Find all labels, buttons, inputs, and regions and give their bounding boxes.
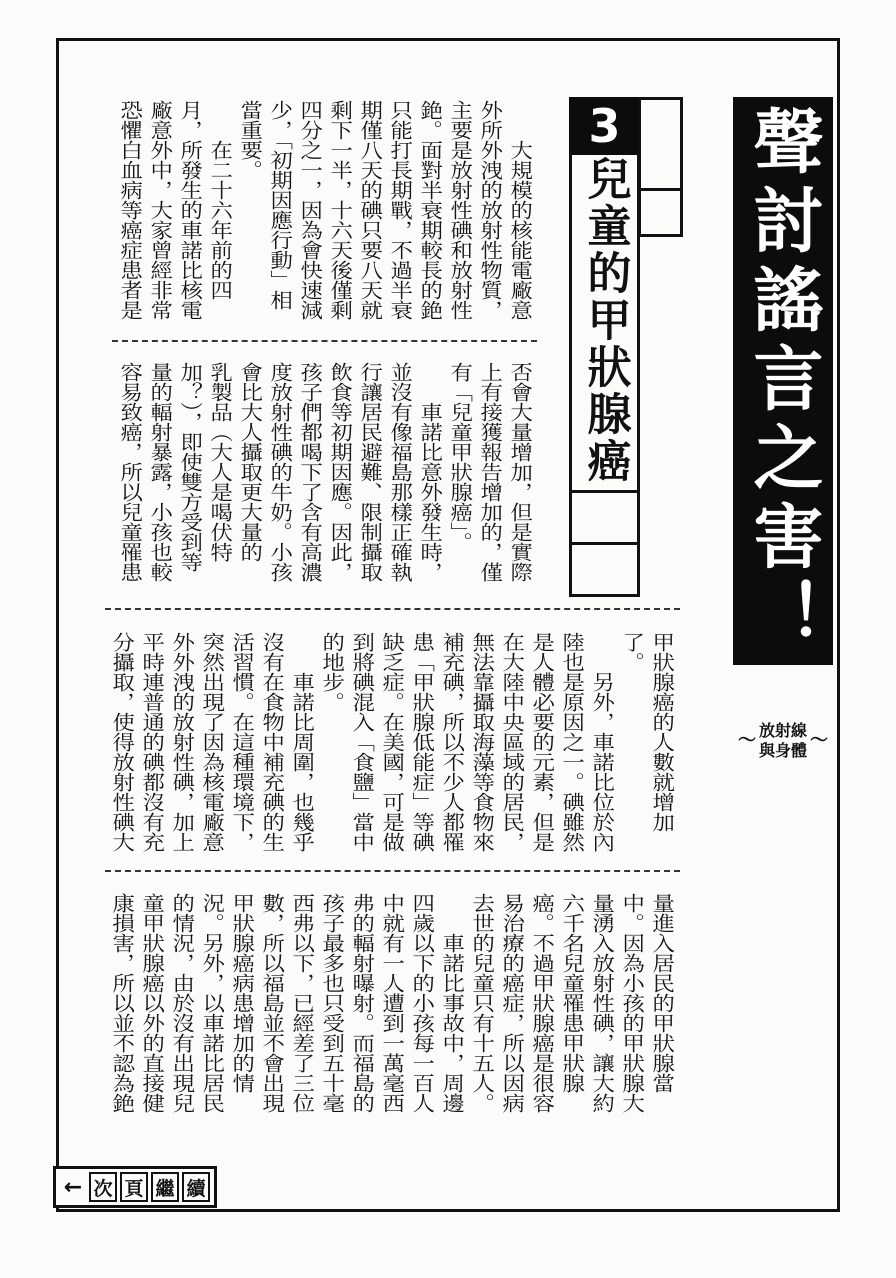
text-column: 當重要。 xyxy=(236,100,264,180)
text-block-1 xyxy=(115,100,535,332)
text-column: 有「兒童甲狀腺癌」。 xyxy=(446,362,474,552)
text-column: 銫。面對半衰期較長的銫 xyxy=(416,100,444,320)
text-column: 的地步。 xyxy=(318,632,346,712)
text-column: 中就有一人遭到一萬毫西 xyxy=(378,893,406,1113)
text-column: 主要是放射性碘和放射性 xyxy=(446,100,474,320)
text-column: 孩子們都喝下了含有高濃 xyxy=(296,362,324,582)
text-column: 剩下一半，十六天後僅剩 xyxy=(326,100,354,320)
subtitle-line-1: 放射線 xyxy=(758,721,807,740)
text-column: 中。因為小孩的甲狀腺大 xyxy=(618,893,646,1113)
heading-box-decor xyxy=(638,97,683,191)
text-column: 外外洩的放射性碘，加上 xyxy=(168,632,196,852)
text-column: 車諾比周圍，也幾乎 xyxy=(288,672,316,852)
text-column: 會比大人攝取更大量的 xyxy=(236,362,264,562)
text-column: 飲食等初期因應。因此， xyxy=(326,362,354,582)
section-number: 3 xyxy=(569,97,640,155)
text-column: 易治療的癌症，所以因病 xyxy=(498,893,526,1113)
main-title-box xyxy=(733,97,833,665)
text-block-3 xyxy=(107,632,677,864)
text-column: 乳製品（大人是喝伏特 xyxy=(206,362,234,562)
text-column: 外所外洩的放射性物質， xyxy=(476,100,504,320)
text-column: 況。另外，以車諾比居民 xyxy=(198,893,226,1113)
text-column: 數，所以福島並不會出現 xyxy=(258,893,286,1113)
text-column: 補充碘，所以不少人都罹 xyxy=(438,632,466,852)
text-column: 四歲以下的小孩每一百人 xyxy=(408,893,436,1113)
text-column: 大規模的核能電廠意 xyxy=(506,140,534,320)
text-column: 度放射性碘的牛奶。小孩 xyxy=(266,362,294,582)
left-arrow-icon: ← xyxy=(63,1174,83,1200)
text-column: 甲狀腺癌病患增加的情 xyxy=(228,893,256,1093)
text-column: 孩子最多也只受到五十毫 xyxy=(318,893,346,1113)
text-column: 突然出現了因為核電廠意 xyxy=(198,632,226,852)
text-block-2 xyxy=(115,362,535,594)
dashed-divider xyxy=(105,870,680,872)
text-column: 四分之一，因為會快速減 xyxy=(296,100,324,320)
text-column: 甲狀腺癌的人數就增加 xyxy=(648,632,676,832)
text-column: 六千名兒童罹患甲狀腺 xyxy=(558,893,586,1093)
text-column: 並沒有像福島那樣正確執 xyxy=(386,362,414,582)
dashed-divider xyxy=(105,608,680,610)
heading-box-decor xyxy=(569,542,640,597)
text-column: 陸也是原因之一。碘雖然 xyxy=(558,632,586,852)
text-column: 活習慣。在這種環境下， xyxy=(228,632,256,852)
text-column: 在大陸中央區域的居民， xyxy=(498,632,526,852)
text-column: 弗的輻射曝射。而福島的 xyxy=(348,893,376,1113)
text-column: 量湧入放射性碘，讓大約 xyxy=(588,893,616,1113)
main-title: 聲討謠言之害！ xyxy=(742,104,824,658)
text-column: 童甲狀腺癌以外的直接健 xyxy=(138,893,166,1113)
text-column: 否會大量增加，但是實際 xyxy=(506,362,534,582)
text-column: 量的輻射暴露，小孩也較 xyxy=(146,362,174,582)
text-column: 到將碘混入「食鹽」當中 xyxy=(348,632,376,852)
text-column: 上有接獲報告增加的，僅 xyxy=(476,362,504,582)
text-column: 平時連普通的碘都沒有充 xyxy=(138,632,166,852)
text-column: 月，所發生的車諾比核電 xyxy=(176,100,204,320)
text-block-4 xyxy=(107,893,677,1125)
text-column: 了。 xyxy=(618,632,646,672)
next-page-char: 次 xyxy=(89,1172,117,1202)
text-column: 分攝取，使得放射性碘大 xyxy=(108,632,136,852)
text-column: 廠意外中，大家曾經非常 xyxy=(146,100,174,320)
text-column: 只能打長期戰，不過半衰 xyxy=(386,100,414,320)
text-column: 去世的兒童只有十五人。 xyxy=(468,893,496,1113)
text-column: 另外，車諾比位於內 xyxy=(588,672,616,852)
text-column: 車諾比事故中，周邊 xyxy=(438,933,466,1113)
text-column: 在二十六年前的四 xyxy=(206,140,234,300)
next-page-label xyxy=(53,1166,217,1208)
text-column: 少，「初期因應行動」相 xyxy=(266,100,294,310)
text-column: 沒有在食物中補充碘的生 xyxy=(258,632,286,852)
text-column: 患「甲狀腺低能症」等碘 xyxy=(408,632,436,852)
text-column: 西弗以下，已經差了三位 xyxy=(288,893,316,1113)
text-column: 康損害，所以並不認為銫 xyxy=(108,893,136,1113)
text-column: 是人體必要的元素，但是 xyxy=(528,632,556,852)
heading-box-decor xyxy=(638,188,683,237)
subtitle-line-2: 與身體 xyxy=(758,741,807,760)
subtitle-tilde-left: ～ xyxy=(737,730,756,751)
section-title-box xyxy=(569,152,640,493)
text-column: 缺乏症。在美國，可是做 xyxy=(378,632,406,852)
text-column: 無法靠攝取海藻等食物來 xyxy=(468,632,496,852)
next-page-char: 頁 xyxy=(120,1172,148,1202)
subtitle xyxy=(733,716,833,766)
text-column: 恐懼白血病等癌症患者是 xyxy=(116,100,144,320)
heading-box-decor xyxy=(569,490,640,545)
section-title: 兒童的甲狀腺癌 xyxy=(579,156,631,485)
text-column: 加？），即使雙方受到等 xyxy=(176,362,204,572)
next-page-char: 續 xyxy=(182,1172,210,1202)
text-column: 行讓居民避難、限制攝取 xyxy=(356,362,384,582)
text-column: 容易致癌，所以兒童罹患 xyxy=(116,362,144,582)
next-page-char: 繼 xyxy=(151,1172,179,1202)
text-column: 的情況，由於沒有出現兒 xyxy=(168,893,196,1113)
text-column: 量進入居民的甲狀腺當 xyxy=(648,893,676,1093)
text-column: 期僅八天的碘只要八天就 xyxy=(356,100,384,320)
subtitle-lines xyxy=(759,721,807,761)
text-column: 車諾比意外發生時， xyxy=(416,402,444,582)
subtitle-tilde-right: ～ xyxy=(810,730,828,751)
text-column: 癌。不過甲狀腺癌是很容 xyxy=(528,893,556,1113)
dashed-divider xyxy=(112,340,537,342)
